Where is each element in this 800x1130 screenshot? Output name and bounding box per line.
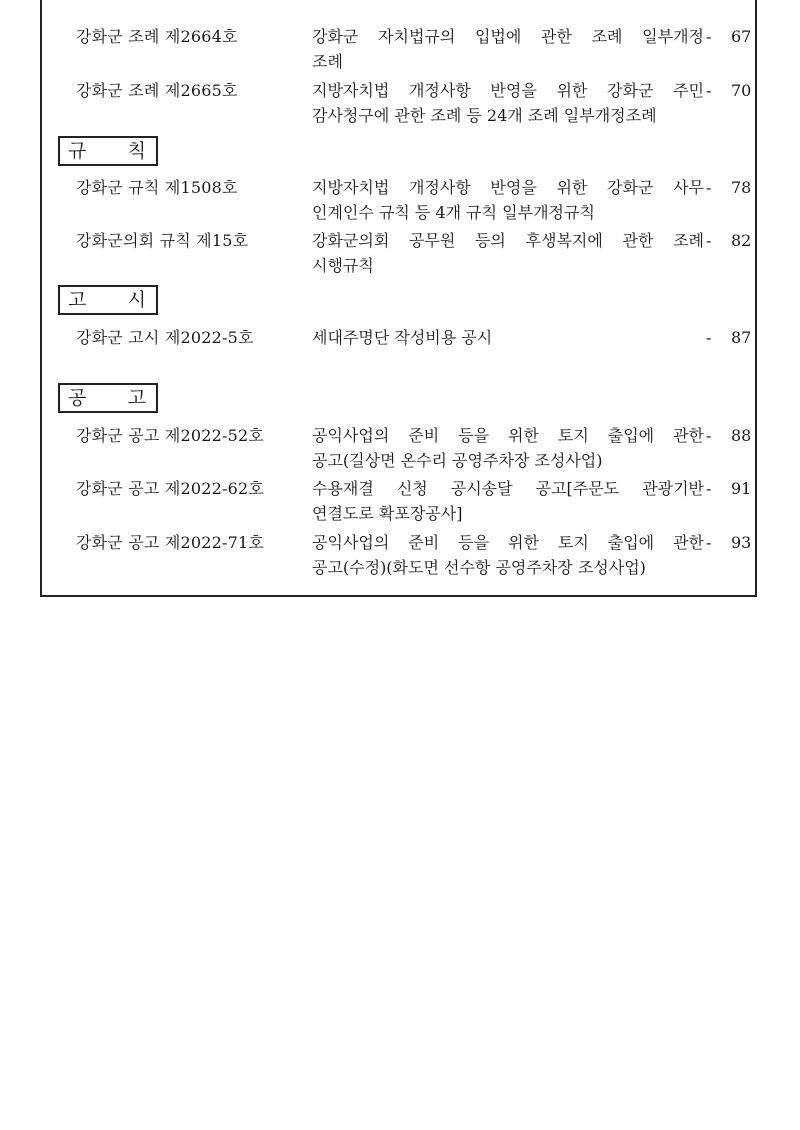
entry-number: 강화군의회 규칙 제15호 bbox=[76, 231, 249, 250]
leader-dash: - bbox=[706, 178, 712, 197]
entry-title: 지방자치법 개정사항 반영을 위한 강화군 사무 인계인수 규칙 등 4개 규칙 일부개정규칙 bbox=[312, 178, 704, 222]
section-header-rules: 규 칙 bbox=[58, 136, 158, 166]
entry-title: 강화군 자치법규의 입법에 관한 조례 일부개정 조례 bbox=[312, 27, 704, 71]
entry-number: 강화군 공고 제2022-71호 bbox=[76, 533, 265, 552]
entry-title: 강화군의회 공무원 등의 후생복지에 관한 조례 시행규칙 bbox=[312, 231, 704, 275]
entry-number: 강화군 조례 제2664호 bbox=[76, 27, 238, 46]
entry-title: 수용재결 신청 공시송달 공고[주문도 관광기반 연결도로 확포장공사] bbox=[312, 479, 704, 523]
page-number: 82 bbox=[731, 231, 752, 250]
page-number: 67 bbox=[731, 27, 752, 46]
page-number: 70 bbox=[731, 81, 752, 100]
page-number: 93 bbox=[731, 533, 752, 552]
section-header-notices: 고 시 bbox=[58, 285, 158, 315]
leader-dash: - bbox=[706, 231, 712, 250]
entry-number: 강화군 규칙 제1508호 bbox=[76, 178, 238, 197]
leader-dash: - bbox=[706, 426, 712, 445]
section-header-announcements: 공 고 bbox=[58, 383, 158, 413]
page-number: 78 bbox=[731, 178, 752, 197]
entry-number: 강화군 공고 제2022-52호 bbox=[76, 426, 265, 445]
entry-number: 강화군 고시 제2022-5호 bbox=[76, 328, 254, 347]
entry-title: 공익사업의 준비 등을 위한 토지 출입에 관한 공고(수정)(화도면 선수항 공영주차장 조성사업) bbox=[312, 533, 704, 577]
leader-dash: - bbox=[706, 27, 712, 46]
entry-number: 강화군 조례 제2665호 bbox=[76, 81, 238, 100]
leader-dash: - bbox=[706, 479, 712, 498]
leader-dash: - bbox=[706, 328, 712, 347]
page-number: 87 bbox=[731, 328, 752, 347]
entry-number: 강화군 공고 제2022-62호 bbox=[76, 479, 265, 498]
page-number: 91 bbox=[731, 479, 752, 498]
table-of-contents-frame bbox=[40, 0, 757, 597]
leader-dash: - bbox=[706, 81, 712, 100]
entry-title: 지방자치법 개정사항 반영을 위한 강화군 주민 감사청구에 관한 조례 등 24개 조례 일부개정조례 bbox=[312, 81, 704, 125]
leader-dash: - bbox=[706, 533, 712, 552]
page-number: 88 bbox=[731, 426, 752, 445]
entry-title: 공익사업의 준비 등을 위한 토지 출입에 관한 공고(길상면 온수리 공영주차장 조성사업) bbox=[312, 426, 704, 470]
entry-title: 세대주명단 작성비용 공시 bbox=[312, 328, 493, 347]
